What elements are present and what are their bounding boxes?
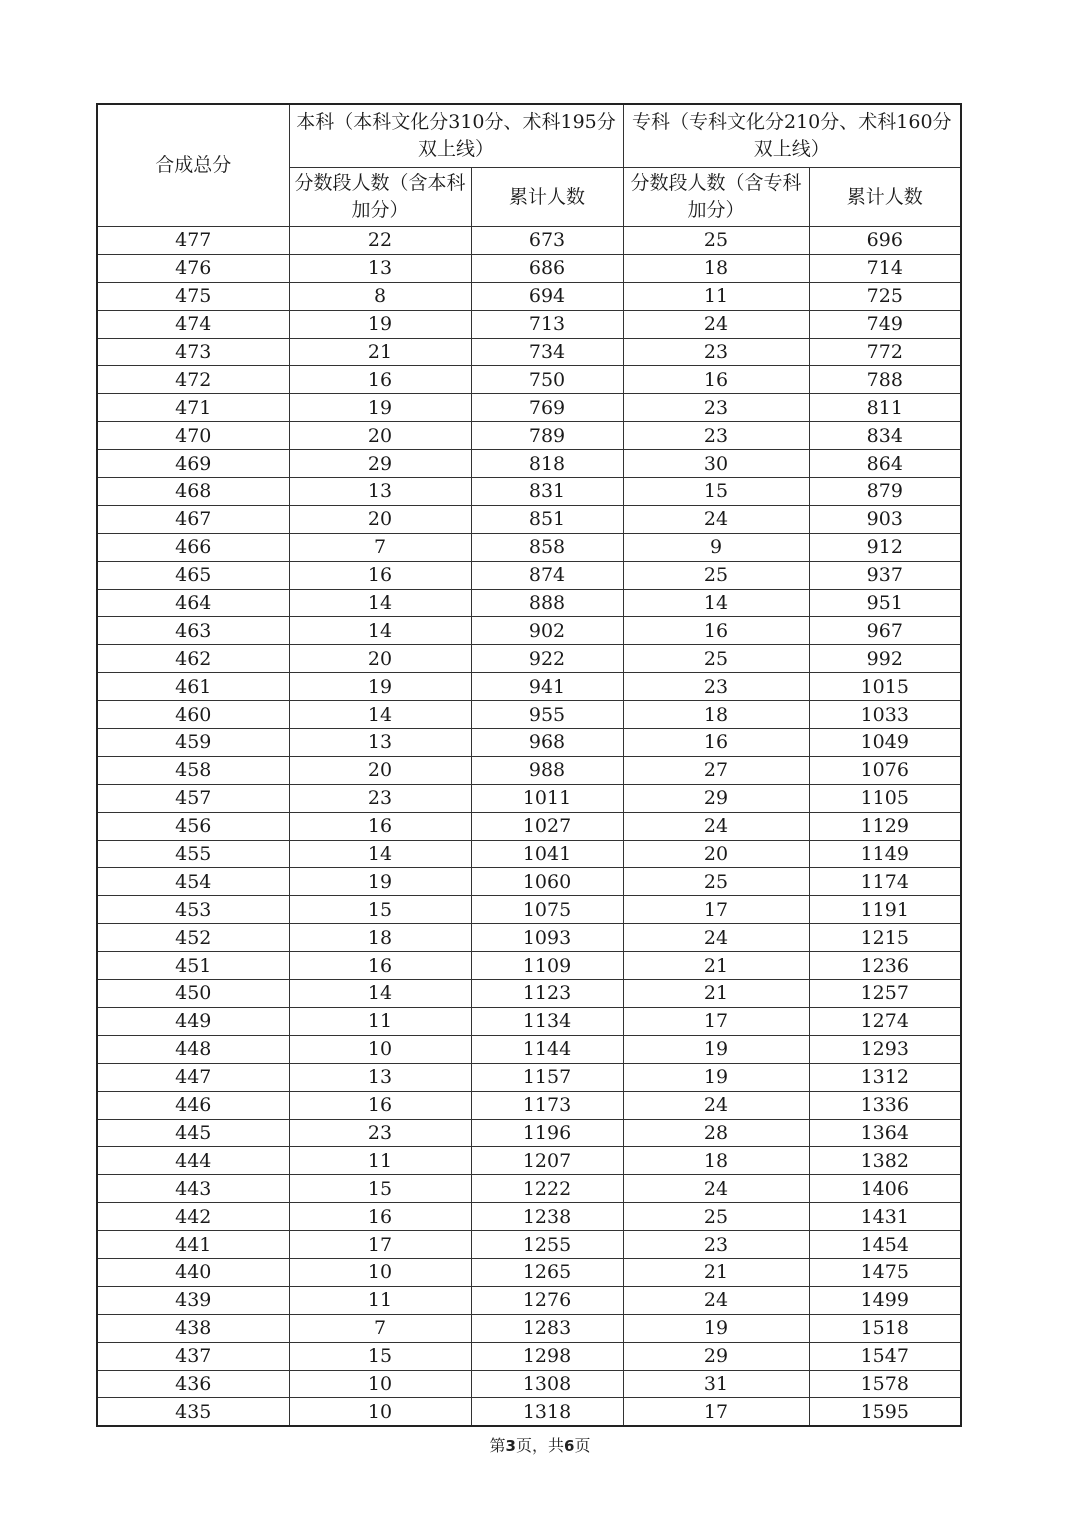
undergrad-cumulative-cell: 858	[471, 533, 623, 561]
undergrad-cumulative-cell: 673	[471, 227, 623, 255]
header-junior-range-count: 分数段人数（含专科加分）	[623, 168, 809, 227]
table-row	[97, 1203, 961, 1231]
undergrad-count-cell: 7	[289, 533, 471, 561]
junior-count-cell: 24	[623, 310, 809, 338]
undergrad-cumulative-cell: 713	[471, 310, 623, 338]
score-cell: 475	[97, 282, 289, 310]
undergrad-cumulative-cell: 694	[471, 282, 623, 310]
junior-count-cell: 19	[623, 1035, 809, 1063]
footer-total-pages: 6	[564, 1437, 575, 1455]
table-row	[97, 478, 961, 506]
undergrad-count-cell: 20	[289, 645, 471, 673]
score-distribution-table	[96, 103, 962, 1427]
table-row	[97, 840, 961, 868]
junior-count-cell: 17	[623, 1007, 809, 1035]
undergrad-count-cell: 21	[289, 338, 471, 366]
score-cell: 438	[97, 1314, 289, 1342]
undergrad-cumulative-cell: 818	[471, 450, 623, 478]
table-row	[97, 227, 961, 255]
undergrad-cumulative-cell: 888	[471, 589, 623, 617]
junior-cumulative-cell: 1049	[809, 729, 961, 757]
undergrad-count-cell: 10	[289, 1258, 471, 1286]
undergrad-cumulative-cell: 1144	[471, 1035, 623, 1063]
table-row	[97, 533, 961, 561]
undergrad-cumulative-cell: 686	[471, 254, 623, 282]
junior-count-cell: 19	[623, 1314, 809, 1342]
junior-count-cell: 11	[623, 282, 809, 310]
junior-cumulative-cell: 1382	[809, 1147, 961, 1175]
score-cell: 446	[97, 1091, 289, 1119]
undergrad-cumulative-cell: 968	[471, 729, 623, 757]
undergrad-count-cell: 19	[289, 868, 471, 896]
junior-cumulative-cell: 1475	[809, 1258, 961, 1286]
junior-count-cell: 29	[623, 784, 809, 812]
score-cell: 474	[97, 310, 289, 338]
header-undergrad-range-count: 分数段人数（含本科加分）	[289, 168, 471, 227]
header-undergrad-title: 本科（本科文化分310分、术科195分双上线）	[289, 104, 623, 168]
junior-count-cell: 23	[623, 422, 809, 450]
undergrad-count-cell: 15	[289, 1342, 471, 1370]
junior-cumulative-cell: 1547	[809, 1342, 961, 1370]
undergrad-cumulative-cell: 955	[471, 701, 623, 729]
junior-cumulative-cell: 1406	[809, 1175, 961, 1203]
junior-count-cell: 23	[623, 673, 809, 701]
undergrad-count-cell: 22	[289, 227, 471, 255]
junior-count-cell: 16	[623, 366, 809, 394]
score-cell: 449	[97, 1007, 289, 1035]
table-row	[97, 1063, 961, 1091]
score-cell: 473	[97, 338, 289, 366]
table-row	[97, 589, 961, 617]
undergrad-count-cell: 19	[289, 394, 471, 422]
score-cell: 447	[97, 1063, 289, 1091]
junior-count-cell: 15	[623, 478, 809, 506]
undergrad-count-cell: 15	[289, 896, 471, 924]
undergrad-cumulative-cell: 1123	[471, 980, 623, 1008]
undergrad-count-cell: 20	[289, 756, 471, 784]
score-cell: 444	[97, 1147, 289, 1175]
score-cell: 448	[97, 1035, 289, 1063]
score-cell: 464	[97, 589, 289, 617]
junior-count-cell: 30	[623, 450, 809, 478]
junior-count-cell: 21	[623, 952, 809, 980]
undergrad-cumulative-cell: 1173	[471, 1091, 623, 1119]
junior-cumulative-cell: 714	[809, 254, 961, 282]
junior-cumulative-cell: 967	[809, 617, 961, 645]
undergrad-cumulative-cell: 1011	[471, 784, 623, 812]
undergrad-count-cell: 10	[289, 1370, 471, 1398]
junior-count-cell: 24	[623, 1175, 809, 1203]
junior-count-cell: 29	[623, 1342, 809, 1370]
undergrad-count-cell: 19	[289, 310, 471, 338]
undergrad-count-cell: 15	[289, 1175, 471, 1203]
score-cell: 467	[97, 505, 289, 533]
score-cell: 442	[97, 1203, 289, 1231]
table-row	[97, 756, 961, 784]
score-cell: 471	[97, 394, 289, 422]
table-row	[97, 394, 961, 422]
junior-cumulative-cell: 1174	[809, 868, 961, 896]
undergrad-count-cell: 14	[289, 701, 471, 729]
table-row	[97, 868, 961, 896]
junior-count-cell: 27	[623, 756, 809, 784]
junior-cumulative-cell: 1191	[809, 896, 961, 924]
score-cell: 437	[97, 1342, 289, 1370]
junior-count-cell: 9	[623, 533, 809, 561]
table-row	[97, 366, 961, 394]
junior-cumulative-cell: 879	[809, 478, 961, 506]
table-row	[97, 952, 961, 980]
undergrad-cumulative-cell: 1318	[471, 1398, 623, 1426]
junior-cumulative-cell: 1105	[809, 784, 961, 812]
footer-middle: 页，共	[515, 1436, 564, 1455]
table-row	[97, 450, 961, 478]
table-row	[97, 505, 961, 533]
table-row	[97, 673, 961, 701]
undergrad-count-cell: 17	[289, 1231, 471, 1259]
table-row	[97, 1370, 961, 1398]
junior-count-cell: 24	[623, 1091, 809, 1119]
score-cell: 440	[97, 1258, 289, 1286]
table-row	[97, 561, 961, 589]
table-row	[97, 812, 961, 840]
junior-cumulative-cell: 1431	[809, 1203, 961, 1231]
table-row	[97, 784, 961, 812]
footer-suffix: 页	[574, 1436, 591, 1455]
undergrad-cumulative-cell: 1109	[471, 952, 623, 980]
undergrad-count-cell: 8	[289, 282, 471, 310]
undergrad-cumulative-cell: 1041	[471, 840, 623, 868]
junior-count-cell: 19	[623, 1063, 809, 1091]
table-row	[97, 310, 961, 338]
junior-count-cell: 31	[623, 1370, 809, 1398]
table-row	[97, 701, 961, 729]
undergrad-count-cell: 18	[289, 924, 471, 952]
score-cell: 477	[97, 227, 289, 255]
undergrad-cumulative-cell: 1265	[471, 1258, 623, 1286]
undergrad-count-cell: 19	[289, 673, 471, 701]
score-cell: 466	[97, 533, 289, 561]
table-row	[97, 924, 961, 952]
junior-cumulative-cell: 1312	[809, 1063, 961, 1091]
undergrad-cumulative-cell: 1134	[471, 1007, 623, 1035]
undergrad-count-cell: 13	[289, 254, 471, 282]
undergrad-count-cell: 14	[289, 840, 471, 868]
undergrad-cumulative-cell: 789	[471, 422, 623, 450]
score-cell: 462	[97, 645, 289, 673]
junior-cumulative-cell: 1236	[809, 952, 961, 980]
undergrad-count-cell: 11	[289, 1147, 471, 1175]
undergrad-count-cell: 16	[289, 952, 471, 980]
junior-cumulative-cell: 1336	[809, 1091, 961, 1119]
score-cell: 436	[97, 1370, 289, 1398]
table-row	[97, 422, 961, 450]
score-distribution-sheet	[96, 103, 960, 1427]
undergrad-count-cell: 16	[289, 561, 471, 589]
undergrad-count-cell: 20	[289, 422, 471, 450]
score-cell: 452	[97, 924, 289, 952]
table-row	[97, 645, 961, 673]
junior-count-cell: 23	[623, 338, 809, 366]
undergrad-cumulative-cell: 1196	[471, 1119, 623, 1147]
junior-cumulative-cell: 912	[809, 533, 961, 561]
table-row	[97, 338, 961, 366]
junior-cumulative-cell: 1293	[809, 1035, 961, 1063]
table-row	[97, 980, 961, 1008]
junior-cumulative-cell: 1454	[809, 1231, 961, 1259]
undergrad-count-cell: 11	[289, 1007, 471, 1035]
score-cell: 454	[97, 868, 289, 896]
undergrad-cumulative-cell: 941	[471, 673, 623, 701]
undergrad-count-cell: 10	[289, 1398, 471, 1426]
undergrad-cumulative-cell: 902	[471, 617, 623, 645]
table-row	[97, 1231, 961, 1259]
junior-count-cell: 25	[623, 645, 809, 673]
table-row	[97, 1286, 961, 1314]
junior-count-cell: 24	[623, 505, 809, 533]
junior-cumulative-cell: 937	[809, 561, 961, 589]
table-row	[97, 896, 961, 924]
junior-count-cell: 16	[623, 617, 809, 645]
header-junior-title: 专科（专科文化分210分、术科160分双上线）	[623, 104, 961, 168]
undergrad-cumulative-cell: 1238	[471, 1203, 623, 1231]
score-cell: 435	[97, 1398, 289, 1426]
undergrad-cumulative-cell: 1283	[471, 1314, 623, 1342]
junior-count-cell: 14	[623, 589, 809, 617]
undergrad-cumulative-cell: 1255	[471, 1231, 623, 1259]
undergrad-count-cell: 16	[289, 812, 471, 840]
score-cell: 451	[97, 952, 289, 980]
table-body	[97, 227, 961, 1427]
table-row	[97, 1314, 961, 1342]
junior-count-cell: 24	[623, 924, 809, 952]
undergrad-count-cell: 14	[289, 589, 471, 617]
undergrad-count-cell: 11	[289, 1286, 471, 1314]
score-cell: 463	[97, 617, 289, 645]
junior-cumulative-cell: 1129	[809, 812, 961, 840]
undergrad-count-cell: 14	[289, 980, 471, 1008]
junior-count-cell: 18	[623, 701, 809, 729]
table-row	[97, 1258, 961, 1286]
undergrad-count-cell: 16	[289, 1091, 471, 1119]
table-row	[97, 617, 961, 645]
junior-cumulative-cell: 788	[809, 366, 961, 394]
undergrad-cumulative-cell: 831	[471, 478, 623, 506]
junior-count-cell: 16	[623, 729, 809, 757]
table-row	[97, 254, 961, 282]
undergrad-cumulative-cell: 922	[471, 645, 623, 673]
score-cell: 472	[97, 366, 289, 394]
table-row	[97, 729, 961, 757]
undergrad-cumulative-cell: 851	[471, 505, 623, 533]
table-row	[97, 1091, 961, 1119]
junior-cumulative-cell: 1499	[809, 1286, 961, 1314]
junior-count-cell: 17	[623, 896, 809, 924]
undergrad-cumulative-cell: 1207	[471, 1147, 623, 1175]
table-row	[97, 1398, 961, 1426]
undergrad-cumulative-cell: 988	[471, 756, 623, 784]
junior-count-cell: 24	[623, 1286, 809, 1314]
score-cell: 458	[97, 756, 289, 784]
junior-cumulative-cell: 992	[809, 645, 961, 673]
junior-count-cell: 24	[623, 812, 809, 840]
undergrad-count-cell: 14	[289, 617, 471, 645]
page-footer	[0, 1433, 1080, 1456]
score-cell: 450	[97, 980, 289, 1008]
junior-cumulative-cell: 1518	[809, 1314, 961, 1342]
table-row	[97, 1342, 961, 1370]
header-junior-cumulative: 累计人数	[809, 168, 961, 227]
undergrad-count-cell: 29	[289, 450, 471, 478]
score-cell: 445	[97, 1119, 289, 1147]
table-row	[97, 1035, 961, 1063]
undergrad-cumulative-cell: 750	[471, 366, 623, 394]
undergrad-cumulative-cell: 1060	[471, 868, 623, 896]
score-cell: 441	[97, 1231, 289, 1259]
junior-cumulative-cell: 1215	[809, 924, 961, 952]
junior-cumulative-cell: 1578	[809, 1370, 961, 1398]
junior-count-cell: 18	[623, 254, 809, 282]
undergrad-cumulative-cell: 1308	[471, 1370, 623, 1398]
junior-cumulative-cell: 725	[809, 282, 961, 310]
undergrad-cumulative-cell: 1075	[471, 896, 623, 924]
score-cell: 443	[97, 1175, 289, 1203]
table-header	[97, 104, 961, 227]
junior-cumulative-cell: 951	[809, 589, 961, 617]
score-cell: 461	[97, 673, 289, 701]
undergrad-count-cell: 13	[289, 1063, 471, 1091]
junior-count-cell: 20	[623, 840, 809, 868]
undergrad-cumulative-cell: 1157	[471, 1063, 623, 1091]
junior-cumulative-cell: 1033	[809, 701, 961, 729]
junior-cumulative-cell: 864	[809, 450, 961, 478]
score-cell: 469	[97, 450, 289, 478]
undergrad-cumulative-cell: 874	[471, 561, 623, 589]
footer-page-number: 3	[505, 1437, 516, 1455]
junior-count-cell: 21	[623, 980, 809, 1008]
junior-count-cell: 21	[623, 1258, 809, 1286]
table-row	[97, 1007, 961, 1035]
junior-cumulative-cell: 903	[809, 505, 961, 533]
junior-count-cell: 23	[623, 1231, 809, 1259]
junior-count-cell: 25	[623, 1203, 809, 1231]
junior-cumulative-cell: 1274	[809, 1007, 961, 1035]
score-cell: 476	[97, 254, 289, 282]
junior-cumulative-cell: 696	[809, 227, 961, 255]
junior-cumulative-cell: 1076	[809, 756, 961, 784]
junior-count-cell: 18	[623, 1147, 809, 1175]
score-cell: 460	[97, 701, 289, 729]
junior-count-cell: 23	[623, 394, 809, 422]
junior-count-cell: 28	[623, 1119, 809, 1147]
score-cell: 453	[97, 896, 289, 924]
undergrad-count-cell: 23	[289, 784, 471, 812]
undergrad-count-cell: 23	[289, 1119, 471, 1147]
header-total-score: 合成总分	[97, 104, 289, 227]
junior-cumulative-cell: 834	[809, 422, 961, 450]
undergrad-cumulative-cell: 1222	[471, 1175, 623, 1203]
footer-prefix: 第	[489, 1436, 506, 1455]
undergrad-count-cell: 13	[289, 729, 471, 757]
score-cell: 439	[97, 1286, 289, 1314]
junior-count-cell: 25	[623, 868, 809, 896]
score-cell: 465	[97, 561, 289, 589]
undergrad-cumulative-cell: 769	[471, 394, 623, 422]
junior-cumulative-cell: 749	[809, 310, 961, 338]
undergrad-cumulative-cell: 734	[471, 338, 623, 366]
junior-cumulative-cell: 1257	[809, 980, 961, 1008]
junior-count-cell: 25	[623, 227, 809, 255]
undergrad-count-cell: 13	[289, 478, 471, 506]
undergrad-count-cell: 7	[289, 1314, 471, 1342]
table-row	[97, 1175, 961, 1203]
undergrad-count-cell: 16	[289, 1203, 471, 1231]
junior-cumulative-cell: 1595	[809, 1398, 961, 1426]
undergrad-count-cell: 20	[289, 505, 471, 533]
score-cell: 455	[97, 840, 289, 868]
score-cell: 470	[97, 422, 289, 450]
table-row	[97, 1119, 961, 1147]
undergrad-cumulative-cell: 1027	[471, 812, 623, 840]
junior-cumulative-cell: 772	[809, 338, 961, 366]
junior-count-cell: 25	[623, 561, 809, 589]
undergrad-cumulative-cell: 1298	[471, 1342, 623, 1370]
junior-cumulative-cell: 1364	[809, 1119, 961, 1147]
junior-cumulative-cell: 1015	[809, 673, 961, 701]
table-row	[97, 282, 961, 310]
score-cell: 459	[97, 729, 289, 757]
score-cell: 468	[97, 478, 289, 506]
score-cell: 457	[97, 784, 289, 812]
header-undergrad-cumulative: 累计人数	[471, 168, 623, 227]
junior-count-cell: 17	[623, 1398, 809, 1426]
undergrad-count-cell: 10	[289, 1035, 471, 1063]
score-cell: 456	[97, 812, 289, 840]
undergrad-cumulative-cell: 1276	[471, 1286, 623, 1314]
undergrad-count-cell: 16	[289, 366, 471, 394]
junior-cumulative-cell: 1149	[809, 840, 961, 868]
undergrad-cumulative-cell: 1093	[471, 924, 623, 952]
junior-cumulative-cell: 811	[809, 394, 961, 422]
table-row	[97, 1147, 961, 1175]
